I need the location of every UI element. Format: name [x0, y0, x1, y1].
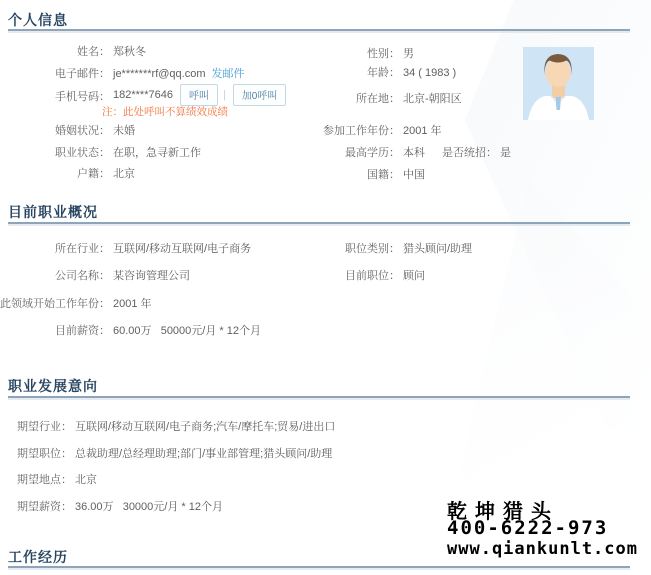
expected-salary-label: 期望薪资：: [17, 501, 72, 513]
section-divider: [8, 566, 630, 568]
current-salary-value: 60.00万 50000元/月 * 12个月: [113, 325, 261, 337]
industry-value: 互联网/移动互联网/电子商务: [113, 243, 252, 255]
job-category-value: 猎头顾问/助理: [403, 243, 473, 255]
job-status-value: 在职，急寻新工作: [113, 147, 201, 159]
marital-label: 婚姻状况：: [55, 125, 110, 137]
email-value: je*******rf@qq.com: [113, 68, 206, 80]
work-since-field: [312, 124, 442, 139]
nationality-field: [312, 168, 425, 183]
current-position-value: 顾问: [403, 270, 425, 282]
work-experience-title: 工作经历: [8, 549, 68, 565]
gender-field: [312, 47, 414, 62]
location-label: 所在地：: [356, 93, 400, 105]
call-button[interactable]: 呼叫: [180, 84, 218, 106]
nationality-label: 国籍：: [367, 169, 400, 181]
phone-value: 182****7646: [113, 88, 173, 101]
location-value: 北京-朝阳区: [403, 93, 462, 105]
section-divider: [8, 29, 630, 31]
send-email-link[interactable]: 发邮件: [211, 68, 245, 80]
name-label: 姓名：: [77, 46, 110, 58]
age-value: 34 ( 1983 ): [403, 67, 457, 79]
job-category-field: [312, 242, 472, 257]
expected-salary-field: [14, 500, 223, 515]
work-since-value: 2001 年: [403, 125, 442, 137]
expected-position-label: 期望职位：: [17, 448, 72, 460]
watermark-url: www.qiankunlt.com: [447, 539, 638, 559]
recruited-value: 是: [500, 147, 511, 159]
expected-salary-value: 36.00万 30000元/月 * 12个月: [75, 501, 223, 513]
avatar-photo: [523, 47, 594, 120]
email-label: 电子邮件：: [55, 68, 110, 80]
field-since-field: [0, 297, 152, 312]
marital-value: 未婚: [113, 125, 135, 137]
name-value: 郑秋冬: [113, 46, 146, 58]
expected-industry-value: 互联网/移动互联网/电子商务;汽车/摩托车;贸易/进出口: [75, 421, 336, 433]
expected-location-field: [14, 473, 97, 488]
watermark-brand: 乾坤猎头: [447, 501, 559, 523]
work-since-label: 参加工作年份：: [323, 125, 400, 137]
expected-location-value: 北京: [75, 474, 97, 486]
location-field: [312, 92, 462, 107]
expected-position-field: [14, 447, 332, 462]
watermark-phone: 400-6222-973: [447, 517, 609, 539]
residence-label: 户籍：: [77, 168, 110, 180]
expected-industry-label: 期望行业：: [17, 421, 72, 433]
nationality-value: 中国: [403, 169, 425, 181]
section-divider: [8, 222, 630, 224]
current-position-field: [312, 269, 425, 284]
call-note: 注：此处呼叫不算绩效成绩: [102, 106, 228, 118]
phone-label-field: [0, 90, 110, 105]
button-separator: |: [222, 88, 226, 101]
current-position-label: 目前职位：: [345, 270, 400, 282]
name-field: [0, 45, 146, 60]
recruited-label: 是否统招：: [442, 147, 497, 159]
expected-position-value: 总裁助理/总经理助理;部门/事业部管理;猎头顾问/助理: [75, 448, 333, 460]
marital-field: [0, 124, 135, 139]
gender-value: 男: [403, 48, 414, 60]
expected-industry-field: [14, 420, 335, 435]
education-field: [312, 146, 425, 161]
expected-location-label: 期望地点：: [17, 474, 72, 486]
current-salary-field: [0, 324, 261, 339]
prefix-call-button[interactable]: 加0呼叫: [233, 84, 287, 106]
avatar-illustration: [523, 47, 594, 120]
field-since-label: 此领域开始工作年份：: [0, 298, 110, 310]
gender-label: 性别：: [367, 48, 400, 60]
education-label: 最高学历：: [345, 147, 400, 159]
residence-value: 北京: [113, 168, 135, 180]
recruited-field: [442, 146, 511, 161]
company-label: 公司名称：: [55, 270, 110, 282]
field-since-value: 2001 年: [113, 298, 152, 310]
current-career-title: 目前职业概况: [8, 204, 98, 220]
personal-info-title: 个人信息: [8, 12, 68, 28]
job-category-label: 职位类别：: [345, 243, 400, 255]
age-label: 年龄：: [367, 67, 400, 79]
job-status-label: 职业状态：: [55, 147, 110, 159]
career-intention-title: 职业发展意向: [8, 378, 98, 394]
section-divider: [8, 396, 630, 398]
company-value: 某咨询管理公司: [113, 270, 190, 282]
phone-value-field: [110, 84, 286, 106]
residence-field: [0, 167, 135, 182]
age-field: [312, 66, 456, 81]
industry-field: [0, 242, 251, 257]
industry-label: 所在行业：: [55, 243, 110, 255]
email-field: [0, 67, 245, 82]
education-value: 本科: [403, 147, 425, 159]
current-salary-label: 目前薪资：: [55, 325, 110, 337]
job-status-field: [0, 146, 201, 161]
phone-label: 手机号码：: [55, 91, 110, 103]
company-field: [0, 269, 190, 284]
